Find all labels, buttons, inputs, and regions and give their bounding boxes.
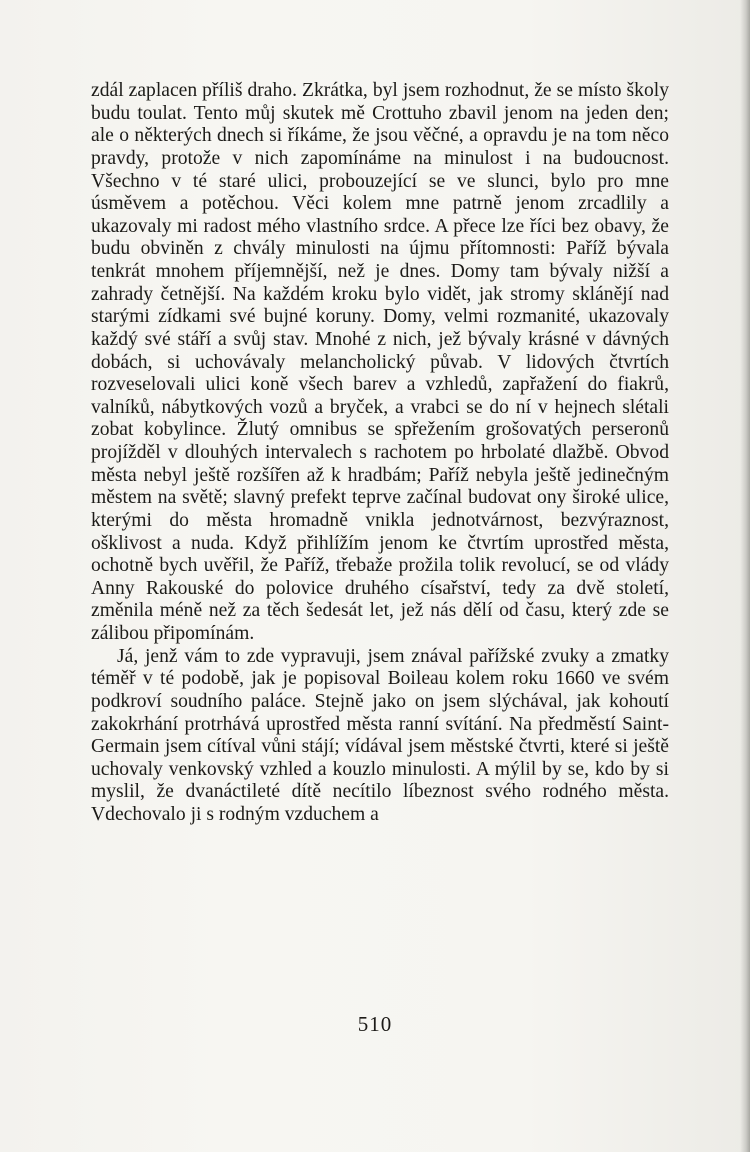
body-text [91, 80, 669, 827]
paragraph-1: zdál zaplacen příliš draho. Zkrátka, byl jsem rozhodnut, že se místo školy budu toulat. Tento můj skutek mě Crottuho zbavil jenom na jeden den; ale o některých dnech si říkáme, že jsou věčné, a opravdu je na tom něco pravdy, protože v nich zapomínáme na minulost i na budoucnost. Všechno v té staré ulici, probouzející se ve slunci, bylo pro mne úsměvem a potěchou. Věci kolem mne patrně jenom zrcadlily a ukazovaly mi radost mého vlastního srdce. A přece lze říci bez obavy, že budu obviněn z chvály minulosti na újmu přítomnosti: Paříž bývala tenkrát mnohem příjemnější, než je dnes. Domy tam bývaly nižší a zahrady četnější. Na každém kroku bylo vidět, jak stromy sklánějí nad starými zídkami své bujné koruny. Domy, velmi rozmanité, ukazovaly každý své stáří a svůj stav. Mnohé z nich, jež bývaly krásné v dávných dobách, si uchovávaly melancholický půvab. V lidových čtvrtích rozveselovali ulici koně všech barev a vzhledů, zapřažení do fiakrů, valníků, nábytkových vozů a bryček, a vrabci se do ní v hejnech slétali zobat kobylince. Žlutý omnibus se spřežením grošovatých perseronů projížděl v dlouhých intervalech s rachotem po hrbolaté dlažbě. Obvod města nebyl ještě rozšířen až k hradbám; Paříž nebyla ještě jedinečným městem na světě; slavný prefekt teprve začínal budovat ony široké ulice, kterými do města hromadně vnikla jednotvárnost, bezvýraznost, ošklivost a nuda. Když přihlížím jenom ke čtvrtím uprostřed města, ochotně bych uvěřil, že Paříž, třebaže prožila tolik revolucí, se od vlády Anny Rakouské do polovice druhého císařství, tedy za dvě století, změnila méně než za těch šedesát let, jež nás dělí od času, který zde se zálibou připomínám. [91, 80, 669, 644]
page-edge-shadow [740, 0, 750, 1152]
page-number: 510 [357, 1012, 393, 1036]
paragraph-2: Já, jenž vám to zde vypravuji, jsem znával pařížské zvuky a zmatky téměř v té podobě, jak je popisoval Boileau kolem roku 1660 ve svém podkroví soudního paláce. Stejně jako on jsem slýchával, jak kohoutí zakokrhání protrhává uprostřed města ranní svítání. Na předměstí Saint-Germain jsem cítíval vůni stájí; vídával jsem městské čtvrti, které si ještě uchovaly venkovský vzhled a kouzlo minulosti. A mýlil by se, kdo by si myslil, že dvanáctileté dítě necítilo líbeznost svého rodného města. Vdechovalo ji s rodným vzduchem a [91, 645, 669, 825]
